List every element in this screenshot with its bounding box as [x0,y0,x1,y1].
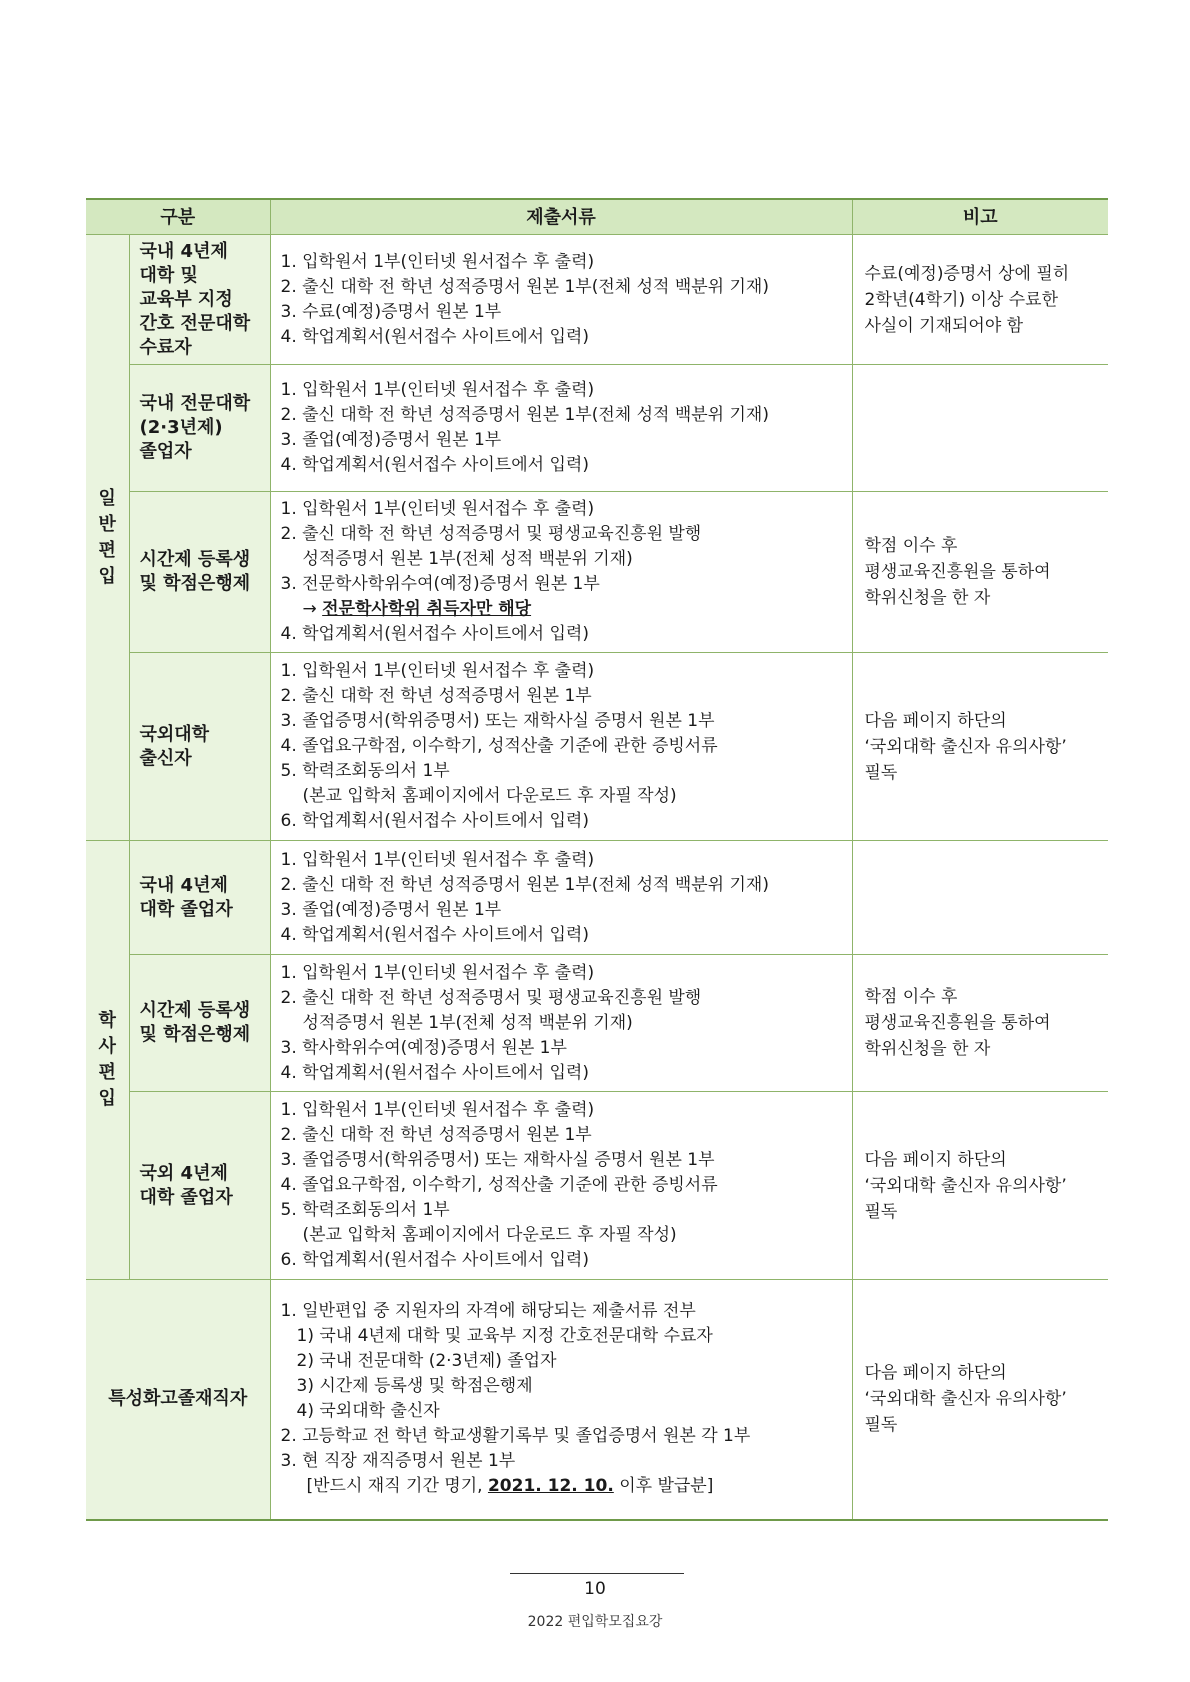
doc-line: 3. 졸업증명서(학위증명서) 또는 재학사실 증명서 원본 1부 [280,1150,715,1170]
row-documents [270,653,852,841]
doc-line: (본교 입학처 홈페이지에서 다운로드 후 자필 작성) [302,1225,677,1245]
doc-line: 6. 학업계획서(원서접수 사이트에서 입력) [280,1250,589,1270]
doc-line: [반드시 재직 기간 명기, 2021. 12. 10. 이후 발급분] [306,1476,714,1497]
doc-line: 3. 수료(예정)증명서 원본 1부 [280,301,502,322]
doc-line: (본교 입학처 홈페이지에서 다운로드 후 자필 작성) [302,786,677,806]
group-bachelor-transfer: 학 사 편 입 [86,841,129,1280]
table-row [86,841,1108,955]
highlight-date: 2021. 12. 10. [487,1476,614,1497]
doc-line: 5. 학력조회동의서 1부 [280,761,450,781]
document-requirements-table [86,198,1108,1521]
doc-line: 4. 학업계획서(원서접수 사이트에서 입력) [280,924,589,945]
doc-line: 3) 시간제 등록생 및 학점은행제 [296,1376,533,1397]
doc-line: 3. 졸업증명서(학위증명서) 또는 재학사실 증명서 원본 1부 [280,711,715,731]
row-note: 다음 페이지 하단의 ‘국외대학 출신자 유의사항’ 필독 [852,1092,1108,1280]
row-label: 시간제 등록생 및 학점은행제 [129,492,270,653]
doc-line: 2. 출신 대학 전 학년 성적증명서 원본 1부(전체 성적 백분위 기재) [280,405,769,425]
table-row [86,955,1108,1092]
row-note [852,365,1108,492]
doc-line: 3. 현 직장 재직증명서 원본 1부 [280,1451,516,1472]
header-documents: 제출서류 [270,199,852,235]
footer-divider [510,1573,684,1574]
doc-line: 1. 입학원서 1부(인터넷 원서접수 후 출력) [280,380,595,400]
doc-line: 4. 졸업요구학점, 이수학기, 성적산출 기준에 관한 증빙서류 [280,1175,718,1195]
doc-line: 1) 국내 4년제 대학 및 교육부 지정 간호전문대학 수료자 [296,1326,713,1347]
doc-line: 4. 학업계획서(원서접수 사이트에서 입력) [280,624,589,644]
table-row [86,653,1108,841]
row-note [852,841,1108,955]
doc-line: 3. 졸업(예정)증명서 원본 1부 [280,899,502,920]
row-label: 시간제 등록생 및 학점은행제 [129,955,270,1092]
row-label: 국내 4년제 대학 및 교육부 지정 간호 전문대학 수료자 [129,235,270,365]
row-label: 국내 4년제 대학 졸업자 [129,841,270,955]
page-number: 10 [584,1579,606,1599]
doc-line: 1. 입학원서 1부(인터넷 원서접수 후 출력) [280,1100,595,1120]
doc-line: 4. 학업계획서(원서접수 사이트에서 입력) [280,1062,589,1083]
header-remarks: 비고 [852,199,1108,235]
doc-line: 1. 입학원서 1부(인터넷 원서접수 후 출력) [280,499,595,519]
doc-line: 2. 출신 대학 전 학년 성적증명서 원본 1부(전체 성적 백분위 기재) [280,874,769,895]
table-row [86,365,1108,492]
row-label: 국외 4년제 대학 졸업자 [129,1092,270,1280]
doc-line: 6. 학업계획서(원서접수 사이트에서 입력) [280,811,589,831]
doc-line: 2. 출신 대학 전 학년 성적증명서 및 평생교육진흥원 발행 [280,524,702,544]
doc-line: 2. 출신 대학 전 학년 성적증명서 원본 1부(전체 성적 백분위 기재) [280,276,769,297]
row-documents [270,235,852,365]
row-note: 다음 페이지 하단의 ‘국외대학 출신자 유의사항’ 필독 [852,653,1108,841]
doc-line: 성적증명서 원본 1부(전체 성적 백분위 기재) [302,549,633,569]
row-label: 국외대학 출신자 [129,653,270,841]
doc-line: 2) 국내 전문대학 (2·3년제) 졸업자 [296,1351,557,1372]
doc-line: 4. 학업계획서(원서접수 사이트에서 입력) [280,455,589,475]
row-documents [270,841,852,955]
doc-line [281,597,842,622]
row-label: 국내 전문대학 (2·3년제) 졸업자 [129,365,270,492]
footer-title: 2022 편입학모집요강 [527,1614,663,1630]
table-header-row [86,199,1108,235]
arrow-icon: → [302,599,317,619]
doc-line: 1. 입학원서 1부(인터넷 원서접수 후 출력) [280,962,595,983]
doc-line: 3. 학사학위수여(예정)증명서 원본 1부 [280,1037,567,1058]
doc-line: 3. 졸업(예정)증명서 원본 1부 [280,430,502,450]
highlight-note: 전문학사학위 취득자만 해당 [322,599,532,619]
doc-line: 1. 입학원서 1부(인터넷 원서접수 후 출력) [280,251,595,272]
doc-line: 2. 고등학교 전 학년 학교생활기록부 및 졸업증명서 원본 각 1부 [280,1426,751,1447]
group-general-transfer: 일 반 편 입 [86,235,129,841]
doc-line: 성적증명서 원본 1부(전체 성적 백분위 기재) [302,1012,633,1033]
table-row [86,235,1108,365]
table-row [86,1092,1108,1280]
doc-line: 4. 학업계획서(원서접수 사이트에서 입력) [280,326,589,347]
row-label: 특성화고졸재직자 [86,1280,270,1520]
row-note: 다음 페이지 하단의 ‘국외대학 출신자 유의사항’ 필독 [852,1280,1108,1520]
doc-line: 3. 전문학사학위수여(예정)증명서 원본 1부 [280,574,600,594]
doc-line: 2. 출신 대학 전 학년 성적증명서 및 평생교육진흥원 발행 [280,987,702,1008]
row-documents [270,365,852,492]
row-note: 수료(예정)증명서 상에 필히 2학년(4학기) 이상 수료한 사실이 기재되어야 함 [852,235,1108,365]
doc-line: 4. 졸업요구학점, 이수학기, 성적산출 기준에 관한 증빙서류 [280,736,718,756]
doc-line: 1. 입학원서 1부(인터넷 원서접수 후 출력) [280,661,595,681]
doc-line: 2. 출신 대학 전 학년 성적증명서 원본 1부 [280,1125,592,1145]
header-category: 구분 [86,199,270,235]
row-documents [270,492,852,653]
table-row [86,1280,1108,1520]
row-note: 학점 이수 후 평생교육진흥원을 통하여 학위신청을 한 자 [852,955,1108,1092]
row-note: 학점 이수 후 평생교육진흥원을 통하여 학위신청을 한 자 [852,492,1108,653]
row-documents [270,955,852,1092]
doc-line: 2. 출신 대학 전 학년 성적증명서 원본 1부 [280,686,592,706]
doc-line: 5. 학력조회동의서 1부 [280,1200,450,1220]
doc-line: 1. 일반편입 중 지원자의 자격에 해당되는 제출서류 전부 [280,1301,696,1322]
doc-line: 1. 입학원서 1부(인터넷 원서접수 후 출력) [280,849,595,870]
doc-line: 4) 국외대학 출신자 [296,1401,440,1422]
row-documents [270,1280,852,1520]
table-row [86,492,1108,653]
row-documents [270,1092,852,1280]
